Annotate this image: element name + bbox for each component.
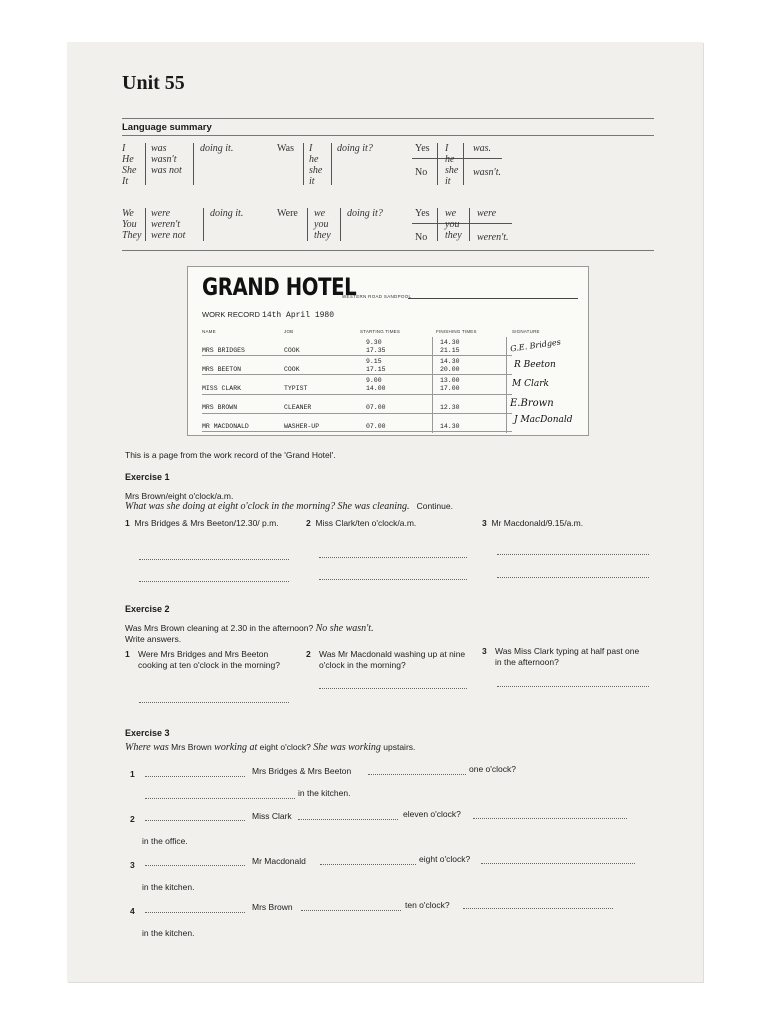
question-was: Was <box>277 143 294 154</box>
item-subject: Mr Macdonald <box>252 856 306 866</box>
start-time: 9.00 <box>366 377 382 384</box>
question-pronouns <box>314 208 331 241</box>
finish-time: 14.30 <box>440 339 460 346</box>
pronoun: He <box>122 154 134 165</box>
pronoun: you <box>445 219 460 230</box>
pronoun: we <box>445 208 457 219</box>
answer-blank[interactable] <box>145 776 245 777</box>
item-number: 1 <box>125 649 130 659</box>
col-header-start: STARTING TIMES <box>360 329 401 334</box>
exercise1-prompt: Mrs Brown/eight o'clock/a.m. <box>125 491 234 501</box>
item-number: 2 <box>130 814 135 824</box>
header-rule <box>122 118 654 119</box>
verb: was <box>151 143 167 154</box>
row-line <box>202 355 512 356</box>
pronoun: I <box>309 143 313 154</box>
col-header-finish: FINISHING TIMES <box>436 329 477 334</box>
divider <box>331 143 332 185</box>
signature: R Beeton <box>514 360 556 370</box>
row-finish: 12.30 <box>440 404 460 411</box>
item-number: 3 <box>482 646 487 656</box>
divider <box>437 208 438 241</box>
example-subject: Mrs Brown <box>171 742 212 752</box>
answer-blank[interactable] <box>319 557 467 558</box>
item-text: Was Mr Macdonald washing up at nine o'clock in the morning? <box>319 649 466 670</box>
row-name: MISS CLARK <box>202 385 242 392</box>
pronoun: I <box>445 143 449 154</box>
item-number: 2 <box>306 649 311 659</box>
exercise1-example <box>125 501 453 512</box>
answer-blank[interactable] <box>497 554 649 555</box>
exercise1-title: Exercise 1 <box>125 472 170 482</box>
continue-text: Continue. <box>416 501 453 511</box>
signature: G.E. Bridges <box>509 337 562 354</box>
hotel-address: WESTERN ROAD SANDPOOL <box>342 294 412 299</box>
signature: J MacDonald <box>514 415 573 425</box>
row-name: MRS BEETON <box>202 366 242 373</box>
row-start <box>366 339 386 354</box>
item-text: Were Mrs Bridges and Mrs Beeton cooking at ten o'clock in the morning? <box>138 649 280 670</box>
pronoun: They <box>122 230 142 241</box>
row-job: CLEANER <box>284 404 312 411</box>
singular-phrase: doing it. <box>200 143 234 154</box>
item-text: Mr Macdonald/9.15/a.m. <box>491 518 584 528</box>
pronoun: she <box>445 165 459 176</box>
divider <box>145 208 146 241</box>
item-number: 3 <box>482 518 487 528</box>
row-job: TYPIST <box>284 385 308 392</box>
item-subject: Mrs Bridges & Mrs Beeton <box>252 766 352 776</box>
item-number: 2 <box>306 518 311 528</box>
example-word: Where was <box>125 742 169 753</box>
row-job: COOK <box>284 347 300 354</box>
row-start: 07.00 <box>366 423 386 430</box>
row-name: MR MACDONALD <box>202 423 249 430</box>
answer-blank[interactable] <box>139 581 289 582</box>
summary-rule-bottom <box>122 250 654 251</box>
answer-yes: Yes <box>415 208 430 219</box>
row-name: MRS BRIDGES <box>202 347 245 354</box>
example-answer: No she wasn't. <box>315 623 374 634</box>
summary-rule-top <box>122 135 654 136</box>
prompt-question: Was Mrs Brown cleaning at 2.30 in the afternoon? <box>125 623 314 633</box>
item-number: 3 <box>130 860 135 870</box>
example-word: working at <box>214 742 258 753</box>
item-text: Was Miss Clark typing at half past one in the afternoon? <box>495 646 640 667</box>
example-word: She was <box>313 742 346 753</box>
address-line <box>408 298 578 299</box>
row-start <box>366 377 386 392</box>
hotel-name: GRAND HOTEL <box>202 273 357 301</box>
divider <box>203 208 204 241</box>
exercise1-item-3 <box>482 518 583 529</box>
pronoun: it <box>445 176 451 187</box>
exercise2-item-2 <box>306 649 468 671</box>
work-record-card <box>187 266 589 436</box>
answer-blank[interactable] <box>319 688 467 689</box>
example-answer: She was cleaning. <box>337 501 410 512</box>
pronoun: She <box>122 165 137 176</box>
exercise1-item-1 <box>125 518 295 529</box>
exercise2-item-3 <box>482 646 642 668</box>
answer-no: No <box>415 232 428 243</box>
col-header-name: NAME <box>202 329 216 334</box>
finish-time: 20.00 <box>440 365 460 373</box>
answer-no: No <box>415 167 428 178</box>
answer-blank[interactable] <box>463 908 613 909</box>
row-finish <box>440 339 460 354</box>
answer-blank[interactable] <box>139 559 289 560</box>
start-time: 9.15 <box>366 358 382 365</box>
example-place: upstairs. <box>383 742 416 752</box>
item-time: one o'clock? <box>469 764 516 774</box>
row-name: MRS BROWN <box>202 404 238 411</box>
pronoun: you <box>314 219 329 230</box>
finish-time: 21.15 <box>440 346 460 354</box>
answer-blank[interactable] <box>145 865 245 866</box>
question-phrase: doing it? <box>337 143 373 154</box>
answer-blank[interactable] <box>497 577 649 578</box>
finish-time: 13.00 <box>440 377 460 384</box>
pronoun: It <box>122 176 129 187</box>
answer-yes: Yes <box>415 143 430 154</box>
verb: wasn't <box>151 154 177 165</box>
col-header-job: JOB <box>284 329 294 334</box>
pronoun: he <box>309 154 319 165</box>
record-date: 14th April 1980 <box>262 311 335 320</box>
exercise2-instruction: Write answers. <box>125 634 182 644</box>
pronoun: she <box>309 165 323 176</box>
divider <box>193 143 194 185</box>
verb: were not <box>151 230 186 241</box>
item-number: 1 <box>130 769 135 779</box>
exercise2-item-1 <box>125 649 293 671</box>
answer-blank[interactable] <box>319 579 467 580</box>
question-were: Were <box>277 208 298 219</box>
pronoun: it <box>309 176 315 187</box>
row-start <box>366 358 386 373</box>
start-time: 17.15 <box>366 365 386 373</box>
language-summary-title: Language summary <box>122 122 212 133</box>
start-time: 9.30 <box>366 339 382 346</box>
item-number: 1 <box>125 518 130 528</box>
plural-pronouns <box>122 208 141 241</box>
singular-verbs <box>151 143 182 176</box>
divider <box>463 143 464 185</box>
plural-verbs <box>151 208 185 241</box>
work-record-label <box>202 310 334 320</box>
item-place: in the kitchen. <box>142 882 195 892</box>
row-job: WASHER-UP <box>284 423 320 430</box>
verb: was not <box>151 165 182 176</box>
question-pronouns <box>309 143 322 187</box>
pronoun: I <box>122 143 126 154</box>
answer-blank[interactable] <box>301 910 401 911</box>
example-word: working <box>348 742 381 753</box>
exercise2-prompt <box>125 623 374 634</box>
item-number: 4 <box>130 906 135 916</box>
row-start: 07.00 <box>366 404 386 411</box>
start-time: 17.35 <box>366 346 386 354</box>
col-header-signature: SIGNATURE <box>512 329 540 334</box>
answer-blank[interactable] <box>145 820 245 821</box>
example-question: What was she doing at eight o'clock in the morning? <box>125 501 336 512</box>
record-label: WORK RECORD <box>202 310 260 319</box>
item-text: Mrs Bridges & Mrs Beeton/12.30/ p.m. <box>134 518 279 528</box>
row-finish: 14.30 <box>440 423 460 430</box>
singular-pronouns <box>122 143 136 187</box>
row-finish <box>440 358 460 373</box>
divider <box>145 143 146 185</box>
item-place: in the office. <box>142 836 188 846</box>
item-subject: Mrs Brown <box>252 902 293 912</box>
divider <box>437 143 438 185</box>
answer-yes-verb: were <box>477 208 497 219</box>
item-time: ten o'clock? <box>405 900 450 910</box>
answer-blank[interactable] <box>145 798 295 799</box>
verb: weren't <box>151 219 180 230</box>
verb: were <box>151 208 171 219</box>
divider <box>303 143 304 185</box>
answer-blank[interactable] <box>481 863 635 864</box>
start-time: 14.00 <box>366 384 386 392</box>
pronoun: we <box>314 208 326 219</box>
item-place: in the kitchen. <box>298 788 351 798</box>
answer-blank[interactable] <box>145 912 245 913</box>
answer-pronouns <box>445 143 458 187</box>
unit-title: Unit 55 <box>122 72 185 94</box>
pronoun: they <box>314 230 331 241</box>
answer-pronouns <box>445 208 462 241</box>
answer-blank[interactable] <box>368 774 466 775</box>
signature: E.Brown <box>510 398 554 409</box>
divider <box>307 208 308 241</box>
item-place: in the kitchen. <box>142 928 195 938</box>
answer-yes-verb: was. <box>473 143 492 154</box>
intro-text: This is a page from the work record of the 'Grand Hotel'. <box>125 450 336 460</box>
answer-blank[interactable] <box>497 686 649 687</box>
divider <box>340 208 341 241</box>
item-subject: Miss Clark <box>252 811 292 821</box>
col-line <box>432 337 433 433</box>
plural-phrase: doing it. <box>210 208 244 219</box>
answer-blank[interactable] <box>473 818 627 819</box>
answer-no-verb: wasn't. <box>473 167 501 178</box>
answer-blank[interactable] <box>320 864 416 865</box>
item-time: eleven o'clock? <box>403 809 461 819</box>
exercise1-item-2 <box>306 518 416 529</box>
answer-separator <box>412 223 512 224</box>
pronoun: he <box>445 154 455 165</box>
answer-blank[interactable] <box>298 819 398 820</box>
pronoun: they <box>445 230 462 241</box>
row-line <box>202 374 512 375</box>
question-phrase: doing it? <box>347 208 383 219</box>
col-line <box>506 337 507 433</box>
answer-blank[interactable] <box>139 702 289 703</box>
row-line <box>202 413 512 414</box>
exercise3-example <box>125 742 415 753</box>
row-job: COOK <box>284 366 300 373</box>
answer-no-verb: weren't. <box>477 232 509 243</box>
row-line <box>202 431 512 432</box>
item-text: Miss Clark/ten o'clock/a.m. <box>315 518 417 528</box>
item-time: eight o'clock? <box>419 854 471 864</box>
finish-time: 17.00 <box>440 384 460 392</box>
pronoun: We <box>122 208 134 219</box>
row-finish <box>440 377 460 392</box>
exercise2-title: Exercise 2 <box>125 604 170 614</box>
finish-time: 14.30 <box>440 358 460 365</box>
signature: M Clark <box>512 379 549 389</box>
row-line <box>202 394 512 395</box>
pronoun: You <box>122 219 137 230</box>
textbook-page <box>67 42 703 982</box>
exercise3-title: Exercise 3 <box>125 728 170 738</box>
divider <box>469 208 470 241</box>
example-time: eight o'clock? <box>259 742 311 752</box>
